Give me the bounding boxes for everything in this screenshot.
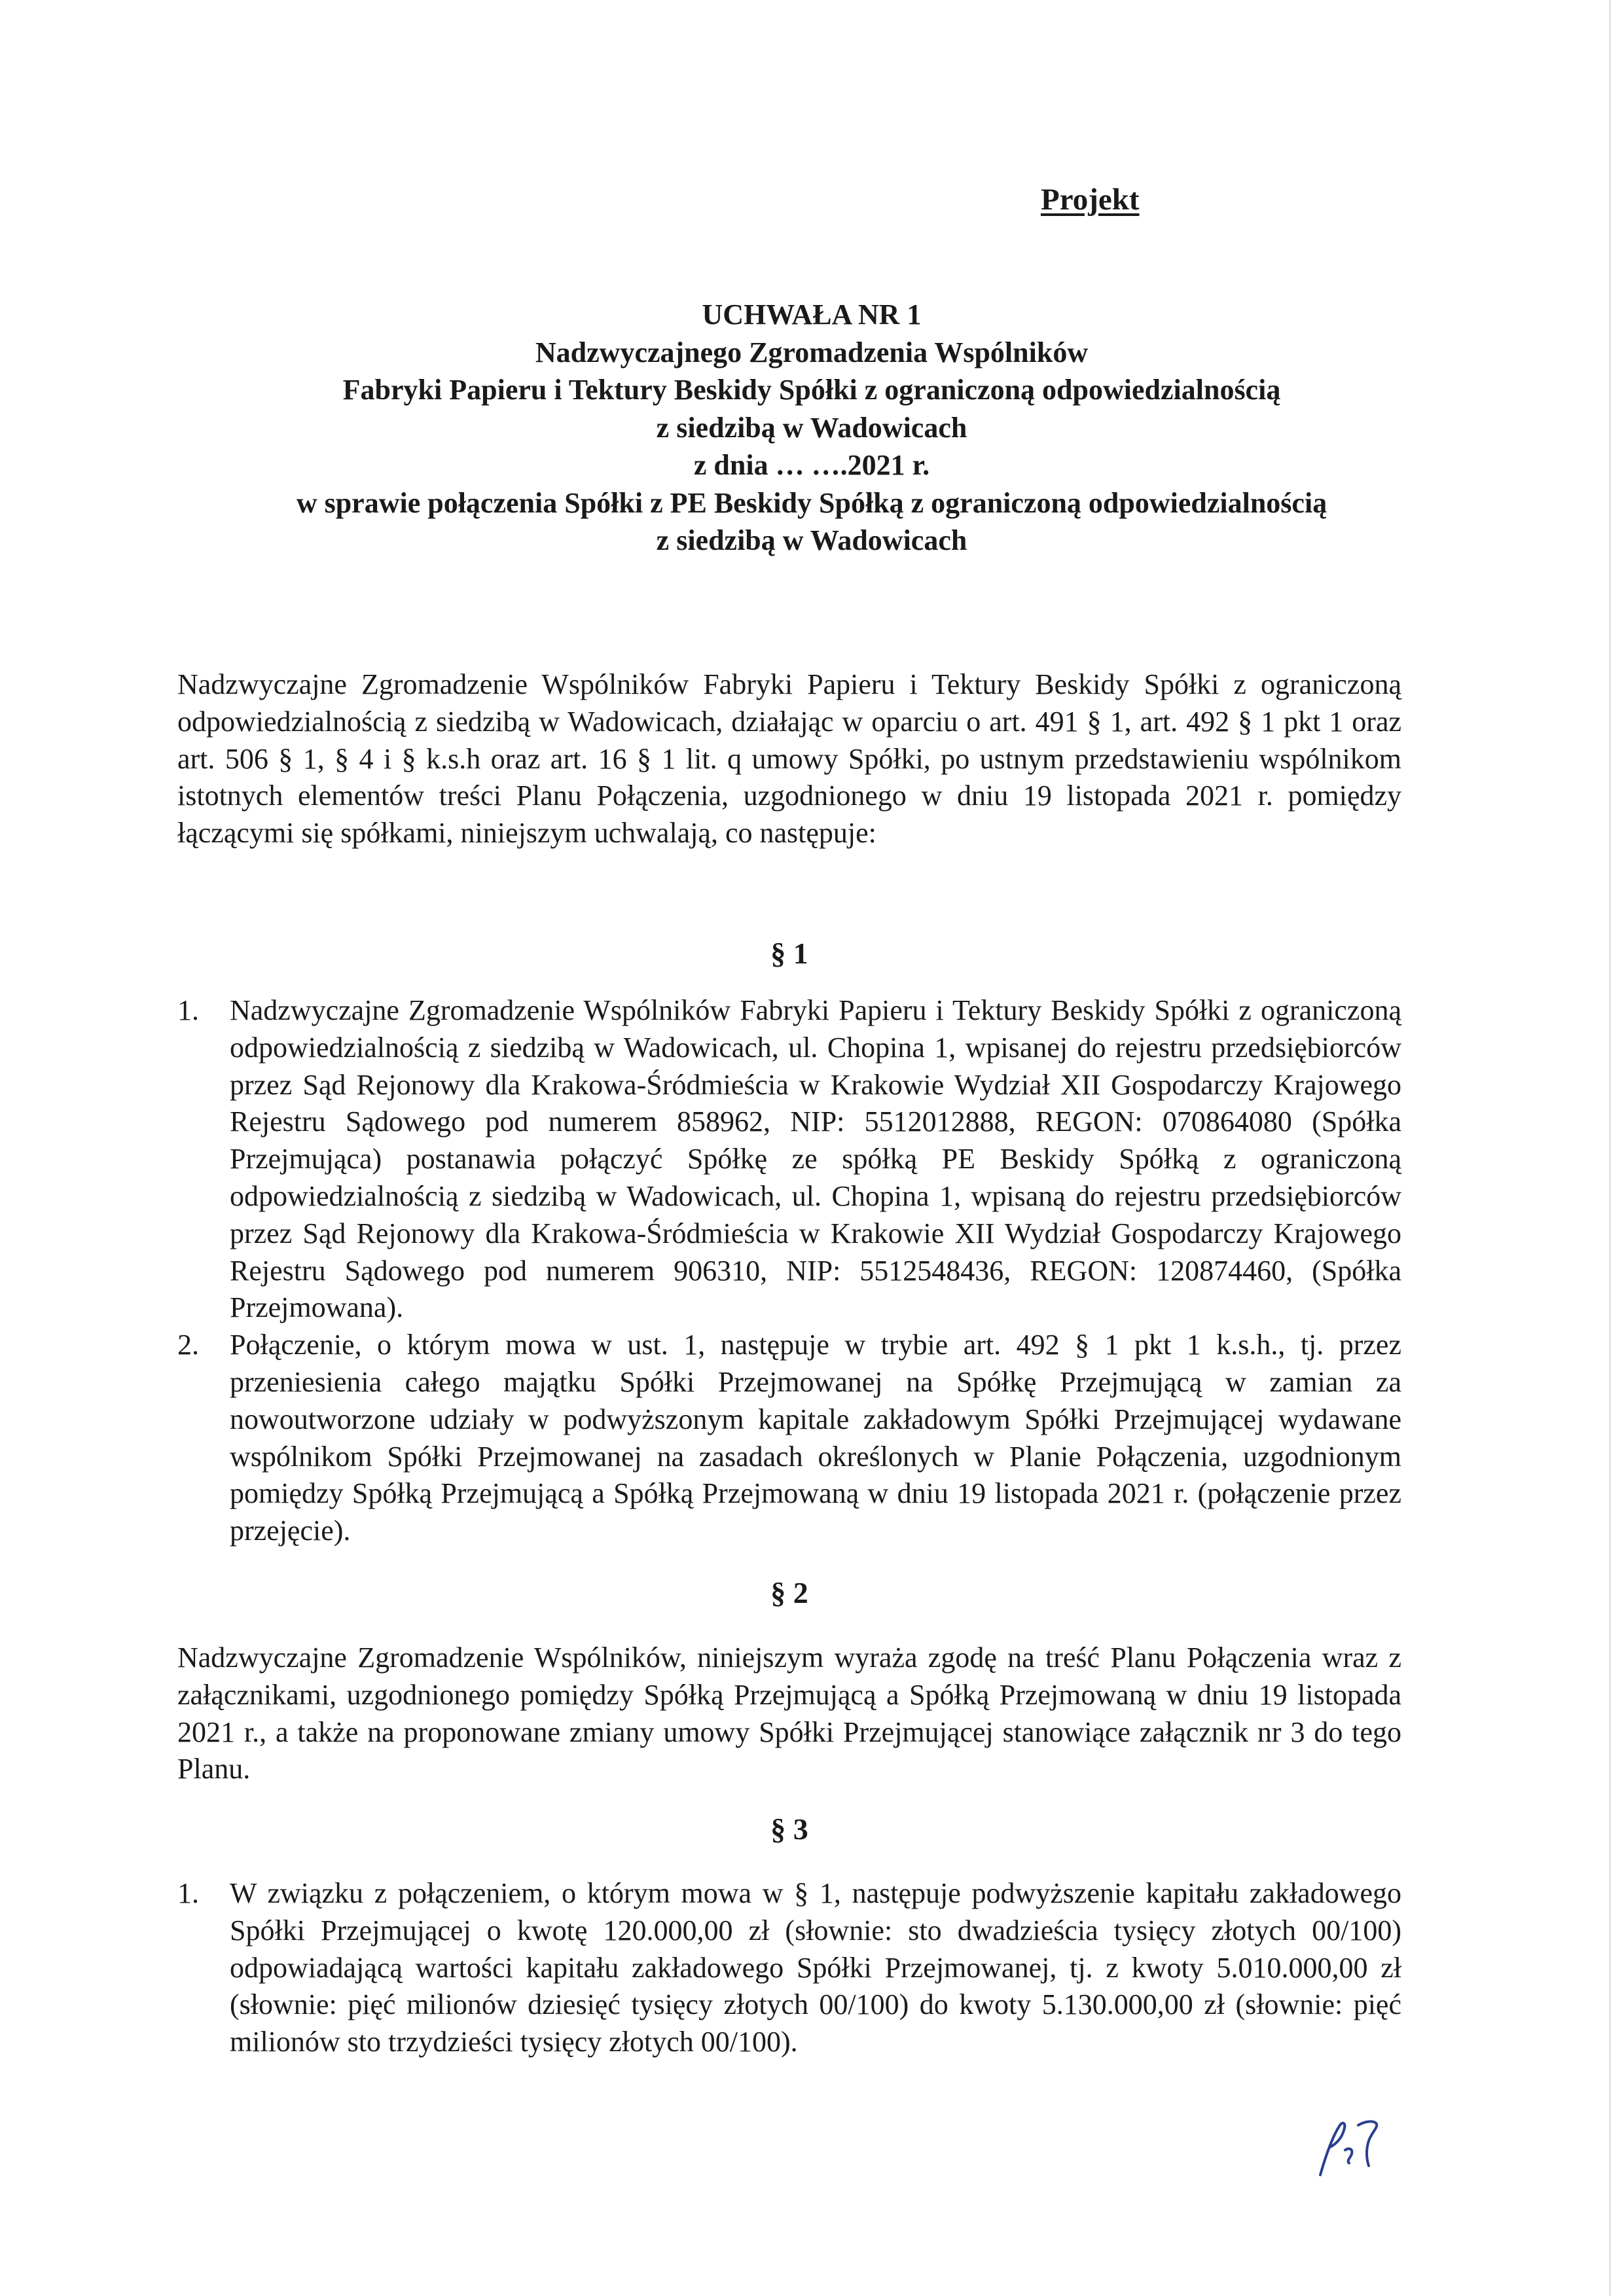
resolution-date: z dnia … ….2021 r. <box>693 449 930 481</box>
section-3-list <box>177 1875 1401 2061</box>
resolution-number: UCHWAŁA NR 1 <box>702 298 922 331</box>
resolution-heading <box>170 296 1453 560</box>
section-1-mark: § 1 <box>770 937 808 970</box>
item-text: W związku z połączeniem, o którym mowa w § 1, następuje podwyższenie kapitału zakładowego Spółki Przejmującej o kwotę 120.000,00 zł (słownie: sto dwadzieścia tysięcy złotych 00/100) odpowiadającą wartości kapitału zakładowego Spółki Przejmowanej, tj. z kwoty 5.010.000,00 zł (słownie: pięć milionów dziesięć tysięcy złotych 00/100) do kwoty 5.130.000,00 zł (słownie: pięć milionów sto trzydzieści tysięcy złotych 00/100). <box>230 1877 1401 2058</box>
item-number: 2. <box>177 1329 199 1361</box>
section-3-mark: § 3 <box>770 1812 808 1846</box>
scan-edge-line <box>1609 0 1611 2296</box>
section-2-paragraph: Nadzwyczajne Zgromadzenie Wspólników, niniejszym wyraża zgodę na treść Planu Połączenia wraz z załącznikami, uzgodnionego pomiędzy Spółką Przejmującą a Spółką Przejmowaną w dniu 19 listopada 2021 r., a także na proponowane zmiany umowy Spółki Przejmującej stanowiące załącznik nr 3 do tego Planu. <box>177 1641 1401 1785</box>
list-item <box>177 1327 1401 1550</box>
resolution-subject-seat: z siedzibą w Wadowicach <box>656 524 967 556</box>
item-number: 1. <box>177 1877 199 1909</box>
handwritten-initials-signature <box>1306 2111 1391 2183</box>
item-text: Nadzwyczajne Zgromadzenie Wspólników Fabryki Papieru i Tektury Beskidy Spółki z ograniczoną odpowiedzialnością z siedzibą w Wadowicach, ul. Chopina 1, wpisanej do rejestru przedsiębiorców przez Sąd Rejonowy dla Krakowa-Śródmieścia w Krakowie Wydział XII Gospodarczy Krajowego Rejestru Sądowego pod numerem 858962, NIP: 5512012888, REGON: 070864080 (Spółka Przejmująca) postanawia połączyć Spółkę ze spółką PE Beskidy Spółką z ograniczoną odpowiedzialnością z siedzibą w Wadowicach, ul. Chopina 1, wpisaną do rejestru przedsiębiorców przez Sąd Rejonowy dla Krakowa-Śródmieścia w Krakowie XII Wydział Gospodarczy Krajowego Rejestru Sądowego pod numerem 906310, NIP: 5512548436, REGON: 120874460, (Spółka Przejmowana). <box>230 994 1401 1324</box>
company-seat: z siedzibą w Wadowicach <box>656 411 967 444</box>
draft-label: Projekt <box>1041 183 1140 217</box>
resolution-subject: w sprawie połączenia Spółki z PE Beskidy Spółką z ograniczoną odpowiedzialnością <box>296 486 1327 519</box>
section-2-mark: § 2 <box>770 1576 808 1609</box>
item-number: 1. <box>177 994 199 1026</box>
item-text: Połączenie, o którym mowa w ust. 1, następuje w trybie art. 492 § 1 pkt 1 k.s.h., tj. przez przeniesienia całego majątku Spółki Przejmowanej na Spółkę Przejmującą w zamian za nowoutworzone udziały w podwyższonym kapitale zakładowym Spółki Przejmującej wydawane wspólnikom Spółki Przejmowanej na zasadach określonych w Planie Połączenia, uzgodnionym pomiędzy Spółką Przejmującą a Spółką Przejmowaną w dniu 19 listopada 2021 r. (połączenie przez przejęcie). <box>230 1329 1401 1547</box>
list-item <box>177 1875 1401 2061</box>
section-1-list <box>177 992 1401 1550</box>
assembly-name: Nadzwyczajnego Zgromadzenia Wspólników <box>535 336 1089 368</box>
list-item <box>177 992 1401 1327</box>
company-name: Fabryki Papieru i Tektury Beskidy Spółki z ograniczoną odpowiedzialnością <box>342 374 1281 406</box>
intro-paragraph: Nadzwyczajne Zgromadzenie Wspólników Fabryki Papieru i Tektury Beskidy Spółki z ograniczoną odpowiedzialnością z siedzibą w Wadowicach, działając w oparciu o art. 491 § 1, art. 492 § 1 pkt 1 oraz art. 506 § 1, § 4 i § k.s.h oraz art. 16 § 1 lit. q umowy Spółki, po ustnym przedstawieniu wspólnikom istotnych elementów treści Planu Połączenia, uzgodnionego w dniu 19 listopada 2021 r. pomiędzy łączącymi się spółkami, niniejszym uchwalają, co następuje: <box>177 668 1401 850</box>
